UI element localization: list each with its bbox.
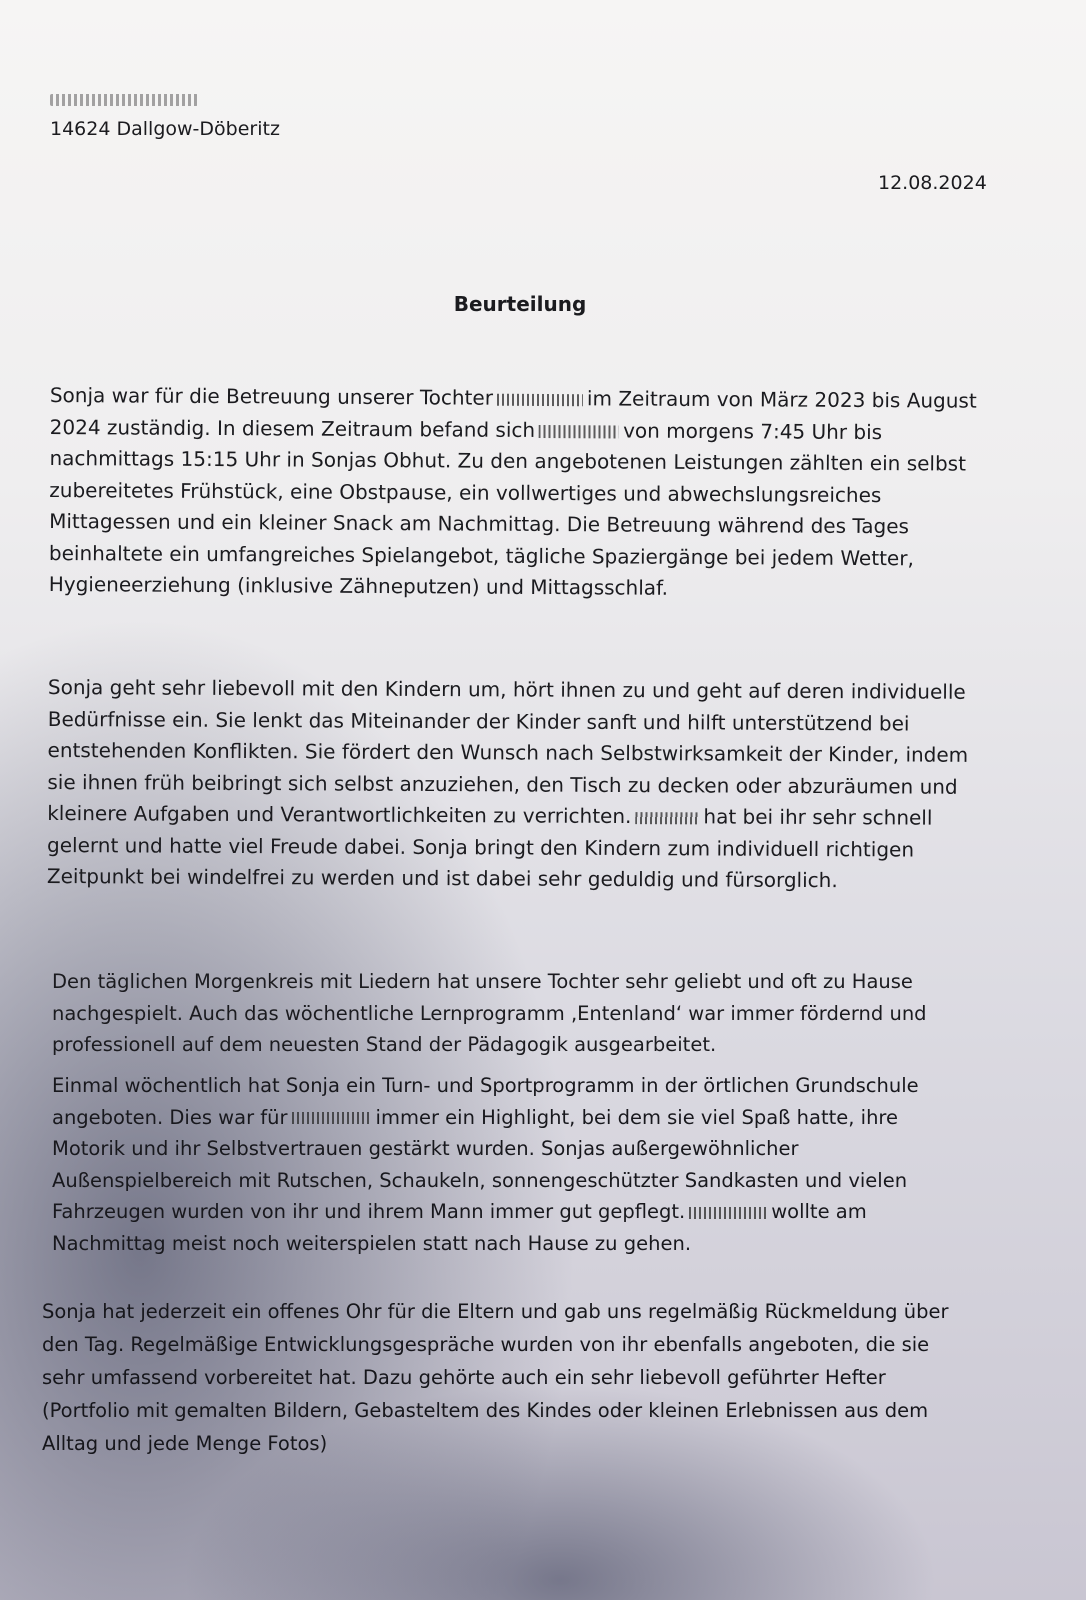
text-line: (Portfolio mit gemalten Bildern, Gebasteltem des Kindes oder kleinen Erlebnissen aus dem [42,1399,929,1422]
text-line: Bedürfnisse ein. Sie lenkt das Miteinander der Kinder sanft und hilft unterstützend bei [47,706,910,736]
text-line: entstehenden Konflikten. Sie fördert den Wunsch nach Selbstwirksamkeit der Kinder, indem [47,737,969,767]
text-line: kleinere Aufgaben und Verantwortlichkeiten zu verrichten. hat bei ihr sehr schnell [47,800,933,830]
text-line: 2024 zuständig. In diesem Zeitraum befand sich von morgens 7:45 Uhr bis [49,414,883,444]
text-line: Alltag und jede Menge Fotos) [42,1432,328,1455]
redacted-name [689,1207,767,1219]
text-line: Sonja hat jederzeit ein offenes Ohr für die Eltern und gab uns regelmäßig Rückmeldung über [42,1300,949,1323]
letter-date: 12.08.2024 [878,172,987,194]
text-line: zubereitetes Frühstück, eine Obstpause, ein vollwertiges und abwechslungsreiches [49,477,882,507]
text-line: nachmittags 15:15 Uhr in Sonjas Obhut. Zu den angebotenen Leistungen zählten ein selbst [49,445,967,476]
text-line: den Tag. Regelmäßige Entwicklungsgespräche wurden von ihr ebenfalls angeboten, die sie [42,1333,930,1356]
text-line: beinhaltete ein umfangreiches Spielangebot, tägliche Spaziergänge bei jedem Wetter, [48,540,914,570]
text-line: professionell auf dem neuesten Stand der Pädagogik ausgearbeitet. [52,1033,717,1056]
paragraph-care-details [49,380,1010,606]
text-line: sie ihnen früh beibringt sich selbst anzuziehen, den Tisch zu decken oder abzuräumen und [47,769,958,799]
letter-title: Beurteilung [453,292,587,316]
sender-city-line: 14624 Dallgow-Döberitz [50,118,280,140]
redacted-street-line [50,94,198,106]
redacted-name [497,393,583,406]
text-line: gelernt und hatte viel Freude dabei. Sonja bringt den Kindern zum individuell richtigen [47,832,915,862]
redacted-name [635,812,699,825]
text-line: Mittagessen und ein kleiner Snack am Nachmittag. Die Betreuung während des Tages [49,508,910,539]
paragraph-care-quality [47,672,1008,898]
text-line: nachgespielt. Auch das wöchentliche Lernprogramm ‚Entenland‘ war immer fördernd und [52,1001,927,1025]
text-line: Fahrzeugen wurden von ihr und ihrem Mann immer gut gepflegt. wollte am [52,1200,867,1223]
text-line: Sonja geht sehr liebevoll mit den Kindern um, hört ihnen zu und geht auf deren individuelle [47,674,966,704]
text-line: Sonja war für die Betreuung unserer Tochter im Zeitraum von März 2023 bis August [49,382,977,413]
text-line: Hygieneerziehung (inklusive Zähneputzen) und Mittagsschlaf. [48,571,669,600]
paragraph-parent-communication [42,1295,1002,1460]
text-line: Zeitpunkt bei windelfrei zu werden und ist dabei sehr geduldig und fürsorglich. [46,863,838,893]
text-line: angeboten. Dies war für immer ein Highlight, bei dem sie viel Spaß hatte, ihre [52,1105,899,1129]
text-line: Außenspielbereich mit Rutschen, Schaukeln, sonnengeschützter Sandkasten und vielen [52,1168,908,1192]
text-line: Einmal wöchentlich hat Sonja ein Turn- und Sportprogramm in der örtlichen Grundschule [52,1074,919,1097]
text-line: sehr umfassend vorbereitet hat. Dazu gehörte auch ein sehr liebevoll geführter Hefter [42,1366,886,1389]
paragraph-morning-circle [52,966,1012,1061]
redacted-name [539,425,619,438]
redacted-name [292,1112,372,1124]
text-line: Den täglichen Morgenkreis mit Liedern hat unsere Tochter sehr geliebt und oft zu Hause [52,970,913,993]
paragraph-sports-program [52,1070,1012,1259]
text-line: Nachmittag meist noch weiterspielen statt nach Hause zu gehen. [52,1231,692,1255]
text-line: Motorik und ihr Selbstvertrauen gestärkt wurden. Sonjas außergewöhnlicher [52,1137,799,1160]
sender-address [50,90,280,144]
